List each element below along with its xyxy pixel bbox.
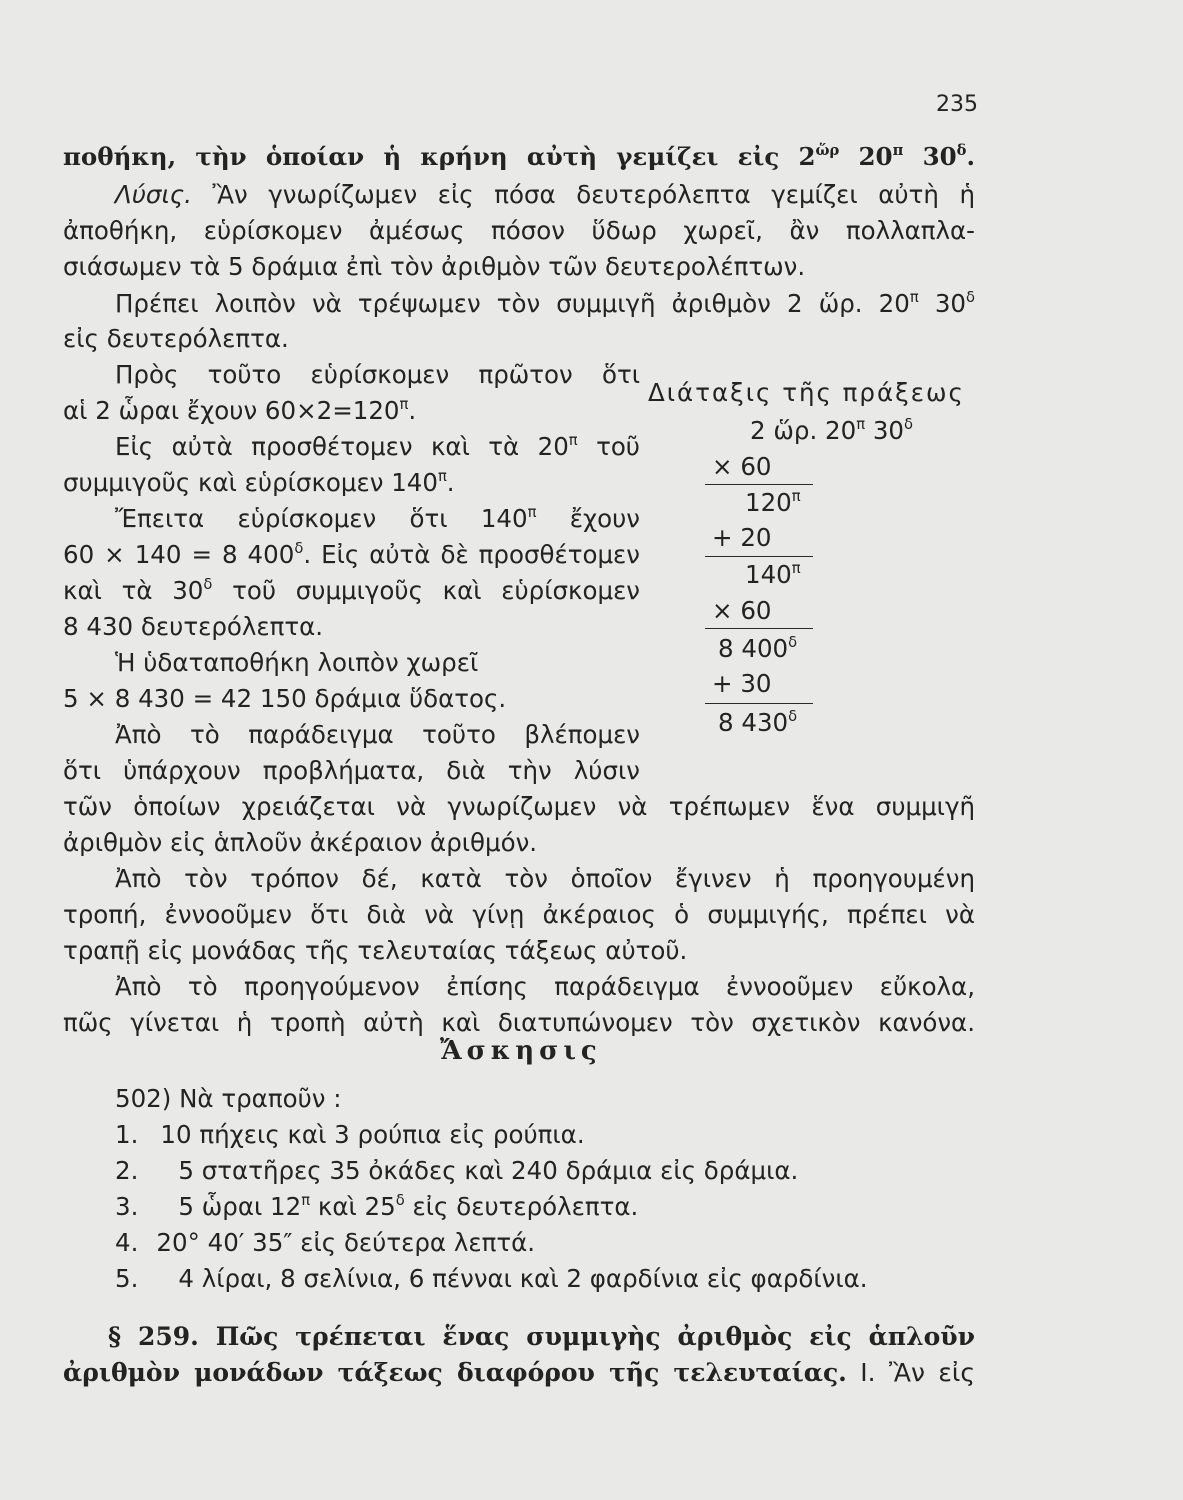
text-line-3: ἀποθήκη, εὑρίσκομεν ἀμέσως πόσον ὕδωρ χωρεῖ, ἂν πολλαπλα- <box>63 216 975 245</box>
text-line-15: Ἡ ὑδαταποθήκη λοιπὸν χωρεῖ <box>115 648 479 677</box>
text-line-22: τροπή, ἐννοοῦμεν ὅτι διὰ νὰ γίνῃ ἀκέραιος ὁ συμμιγής, πρέπει νὰ <box>63 900 975 929</box>
calc-row-9: 8 $430^\delta$ <box>718 708 798 737</box>
text-line-23: τραπῇ εἰς μονάδας τῆς τελευταίας τάξεως αὐτοῦ. <box>63 936 688 965</box>
exercise-item-1: 1. 10 πήχεις καὶ 3 ρούπια εἰς ρούπια. <box>115 1120 585 1149</box>
calc-rule-4 <box>705 703 813 704</box>
calc-row-5: $140^\pi$ <box>745 560 801 589</box>
exercise-intro: 502) Νὰ τραποῦν : <box>115 1084 342 1113</box>
text-line-21: Ἀπὸ τὸν τρόπον δέ, κατὰ τὸν ὁποῖον ἔγινεν ἡ προηγουμένη <box>115 864 975 893</box>
text-line-2: Λύσις. Ἂν γνωρίζωμεν εἰς πόσα δευτερόλεπτα γεμίζει αὐτὴ ἡ <box>63 178 975 212</box>
exercise-item-5: 5. 4 λίραι, 8 σελίνια, 6 πένναι καὶ 2 φαρδίνια εἰς φαρδίνια. <box>115 1264 868 1293</box>
exercise-heading: Ἄσκησις <box>440 1036 602 1066</box>
text-line-24: Ἀπὸ τὸ προηγούμενον ἐπίσης παράδειγμα ἐννοοῦμεν εὔκολα, <box>115 972 975 1001</box>
calc-row-1: 2 ὥρ. $20^\pi$ $30^\delta$ <box>750 416 914 445</box>
text-line-14: 8 430 δευτερόλεπτα. <box>63 612 324 641</box>
text-line-8: αἱ 2 ὧραι ἔχουν $60\times 2=120^\pi$. <box>63 396 417 425</box>
calculation-title: Διάταξις τῆς πράξεως <box>648 378 965 407</box>
calc-rule-2 <box>705 556 813 557</box>
text-line-18: ὅτι ὑπάρχουν προβλήματα, διὰ τὴν λύσιν <box>63 756 640 785</box>
text-line-9: Εἰς αὐτὰ προσθέτομεν καὶ τὰ $20^\pi$ τοῦ <box>115 432 640 461</box>
calc-rule-3 <box>705 628 813 629</box>
text-line-19: τῶν ὁποίων χρειάζεται νὰ γνωρίζωμεν νὰ τρέπωμεν ἕνα συμμιγῆ <box>63 792 975 821</box>
calc-row-7: 8 $400^\delta$ <box>718 634 798 663</box>
text-line-20: ἀριθμὸν εἰς ἁπλοῦν ἀκέραιον ἀριθμόν. <box>63 828 538 857</box>
text-line-16: 5 × 8 430 = 42 150 δράμια ὕδατος. <box>63 684 507 713</box>
text-line-11: Ἔπειτα εὑρίσκομεν ὅτι $140^\pi$ ἔχουν <box>115 504 640 533</box>
page-number: 235 <box>936 92 978 117</box>
text-line-6: εἰς δευτερόλεπτα. <box>63 324 289 353</box>
section-heading-line-2: ἀριθμὸν μονάδων τάξεως διαφόρου τῆς τελευταίας. I. Ἂν εἰς <box>63 1358 975 1387</box>
calc-row-8: + 30 <box>712 669 772 698</box>
section-heading-line-1: § 259. Πῶς τρέπεται ἕνας συμμιγὴς ἀριθμὸς εἰς ἁπλοῦν <box>108 1322 975 1351</box>
exercise-item-3: 3. 5 ὧραι $12^\pi$ καὶ $25^\delta$ εἰς δευτερόλεπτα. <box>115 1192 639 1221</box>
exercise-item-2: 2. 5 στατῆρες 35 ὀκάδες καὶ 240 δράμια εἰς δράμια. <box>115 1156 799 1185</box>
text-line-17: Ἀπὸ τὸ παράδειγμα τοῦτο βλέπομεν <box>115 720 640 749</box>
text-line-4: σιάσωμεν τὰ 5 δράμια ἐπὶ τὸν ἀριθμὸν τῶν δευτερολέπτων. <box>63 252 806 281</box>
text-line-5: Πρέπει λοιπὸν νὰ τρέψωμεν τὸν συμμιγῆ ἀριθμὸν 2 ὥρ. $20^\pi$ $30^\delta$ <box>115 289 975 318</box>
text-line-7: Πρὸς τοῦτο εὑρίσκομεν πρῶτον ὅτι <box>115 360 640 389</box>
calc-row-6: × 60 <box>712 596 772 625</box>
exercise-item-4: 4. 20° 40′ 35″ εἰς δεύτερα λεπτά. <box>115 1228 536 1257</box>
text-line-10: συμμιγοῦς καὶ εὑρίσκομεν $140^\pi$. <box>63 468 455 497</box>
text-line-12: 60 × 140 = 8 $400^\delta$. Εἰς αὐτὰ δὲ προσθέτομεν <box>63 540 640 569</box>
calc-row-2: × 60 <box>712 452 772 481</box>
calc-rule-1 <box>705 484 813 485</box>
text-line-25: πῶς γίνεται ἡ τροπὴ αὐτὴ καὶ διατυπώνομεν τὸν σχετικὸν κανόνα. <box>63 1008 975 1037</box>
calc-row-3: $120^\pi$ <box>745 488 801 517</box>
text-line-1: ποθήκη, τὴν ὁποίαν ἡ κρήνη αὐτὴ γεμίζει εἰς $2^{ὥ\rho}$ $20^\pi$ $30^\delta$. <box>63 142 975 171</box>
calc-row-4: + 20 <box>712 523 772 552</box>
text-line-13: καὶ τὰ $30^\delta$ τοῦ συμμιγοῦς καὶ εὑρίσκομεν <box>63 576 640 605</box>
solution-label: Λύσις. <box>115 180 192 209</box>
